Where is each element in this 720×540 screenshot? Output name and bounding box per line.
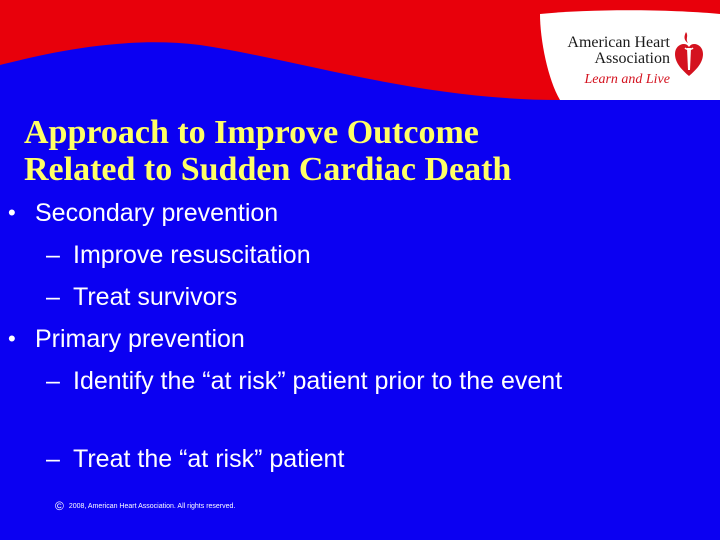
- slide-title: [24, 114, 664, 188]
- copyright-icon: ©: [55, 499, 64, 513]
- bullet-item: [8, 198, 279, 228]
- logo-name-line2: Association: [594, 50, 670, 67]
- sub-bullet-label: Treat survivors: [73, 283, 238, 311]
- sub-bullet-item: [46, 282, 693, 312]
- aha-logo: [536, 12, 706, 94]
- sub-bullet-item: [46, 240, 693, 270]
- sub-bullet-item: [46, 444, 693, 474]
- sub-bullet-item: [46, 366, 673, 396]
- bullet-dot-icon: •: [8, 326, 16, 351]
- logo-name-line1: American Heart: [567, 34, 670, 51]
- sub-bullet-label: Improve resuscitation: [73, 241, 311, 269]
- sub-bullet-label: Treat the “at risk” patient: [73, 445, 345, 473]
- bullet-item: [8, 324, 245, 354]
- dash-icon: –: [46, 445, 60, 473]
- heart-torch-icon: [674, 30, 704, 78]
- logo-tagline: Learn and Live: [584, 72, 670, 87]
- slide-title-line1: Approach to Improve Outcome: [24, 114, 479, 151]
- bullet-dot-icon: •: [8, 200, 16, 225]
- dash-icon: –: [46, 367, 60, 395]
- bullet-label: Secondary prevention: [35, 199, 279, 227]
- bullet-label: Primary prevention: [35, 325, 245, 353]
- copyright-footer: [55, 499, 235, 513]
- dash-icon: –: [46, 283, 60, 311]
- copyright-text: 2008, American Heart Association. All rights reserved.: [68, 503, 236, 510]
- sub-bullet-label: Identify the “at risk” patient prior to the event: [73, 367, 563, 395]
- dash-icon: –: [46, 241, 60, 269]
- slide-title-line2: Related to Sudden Cardiac Death: [24, 151, 512, 188]
